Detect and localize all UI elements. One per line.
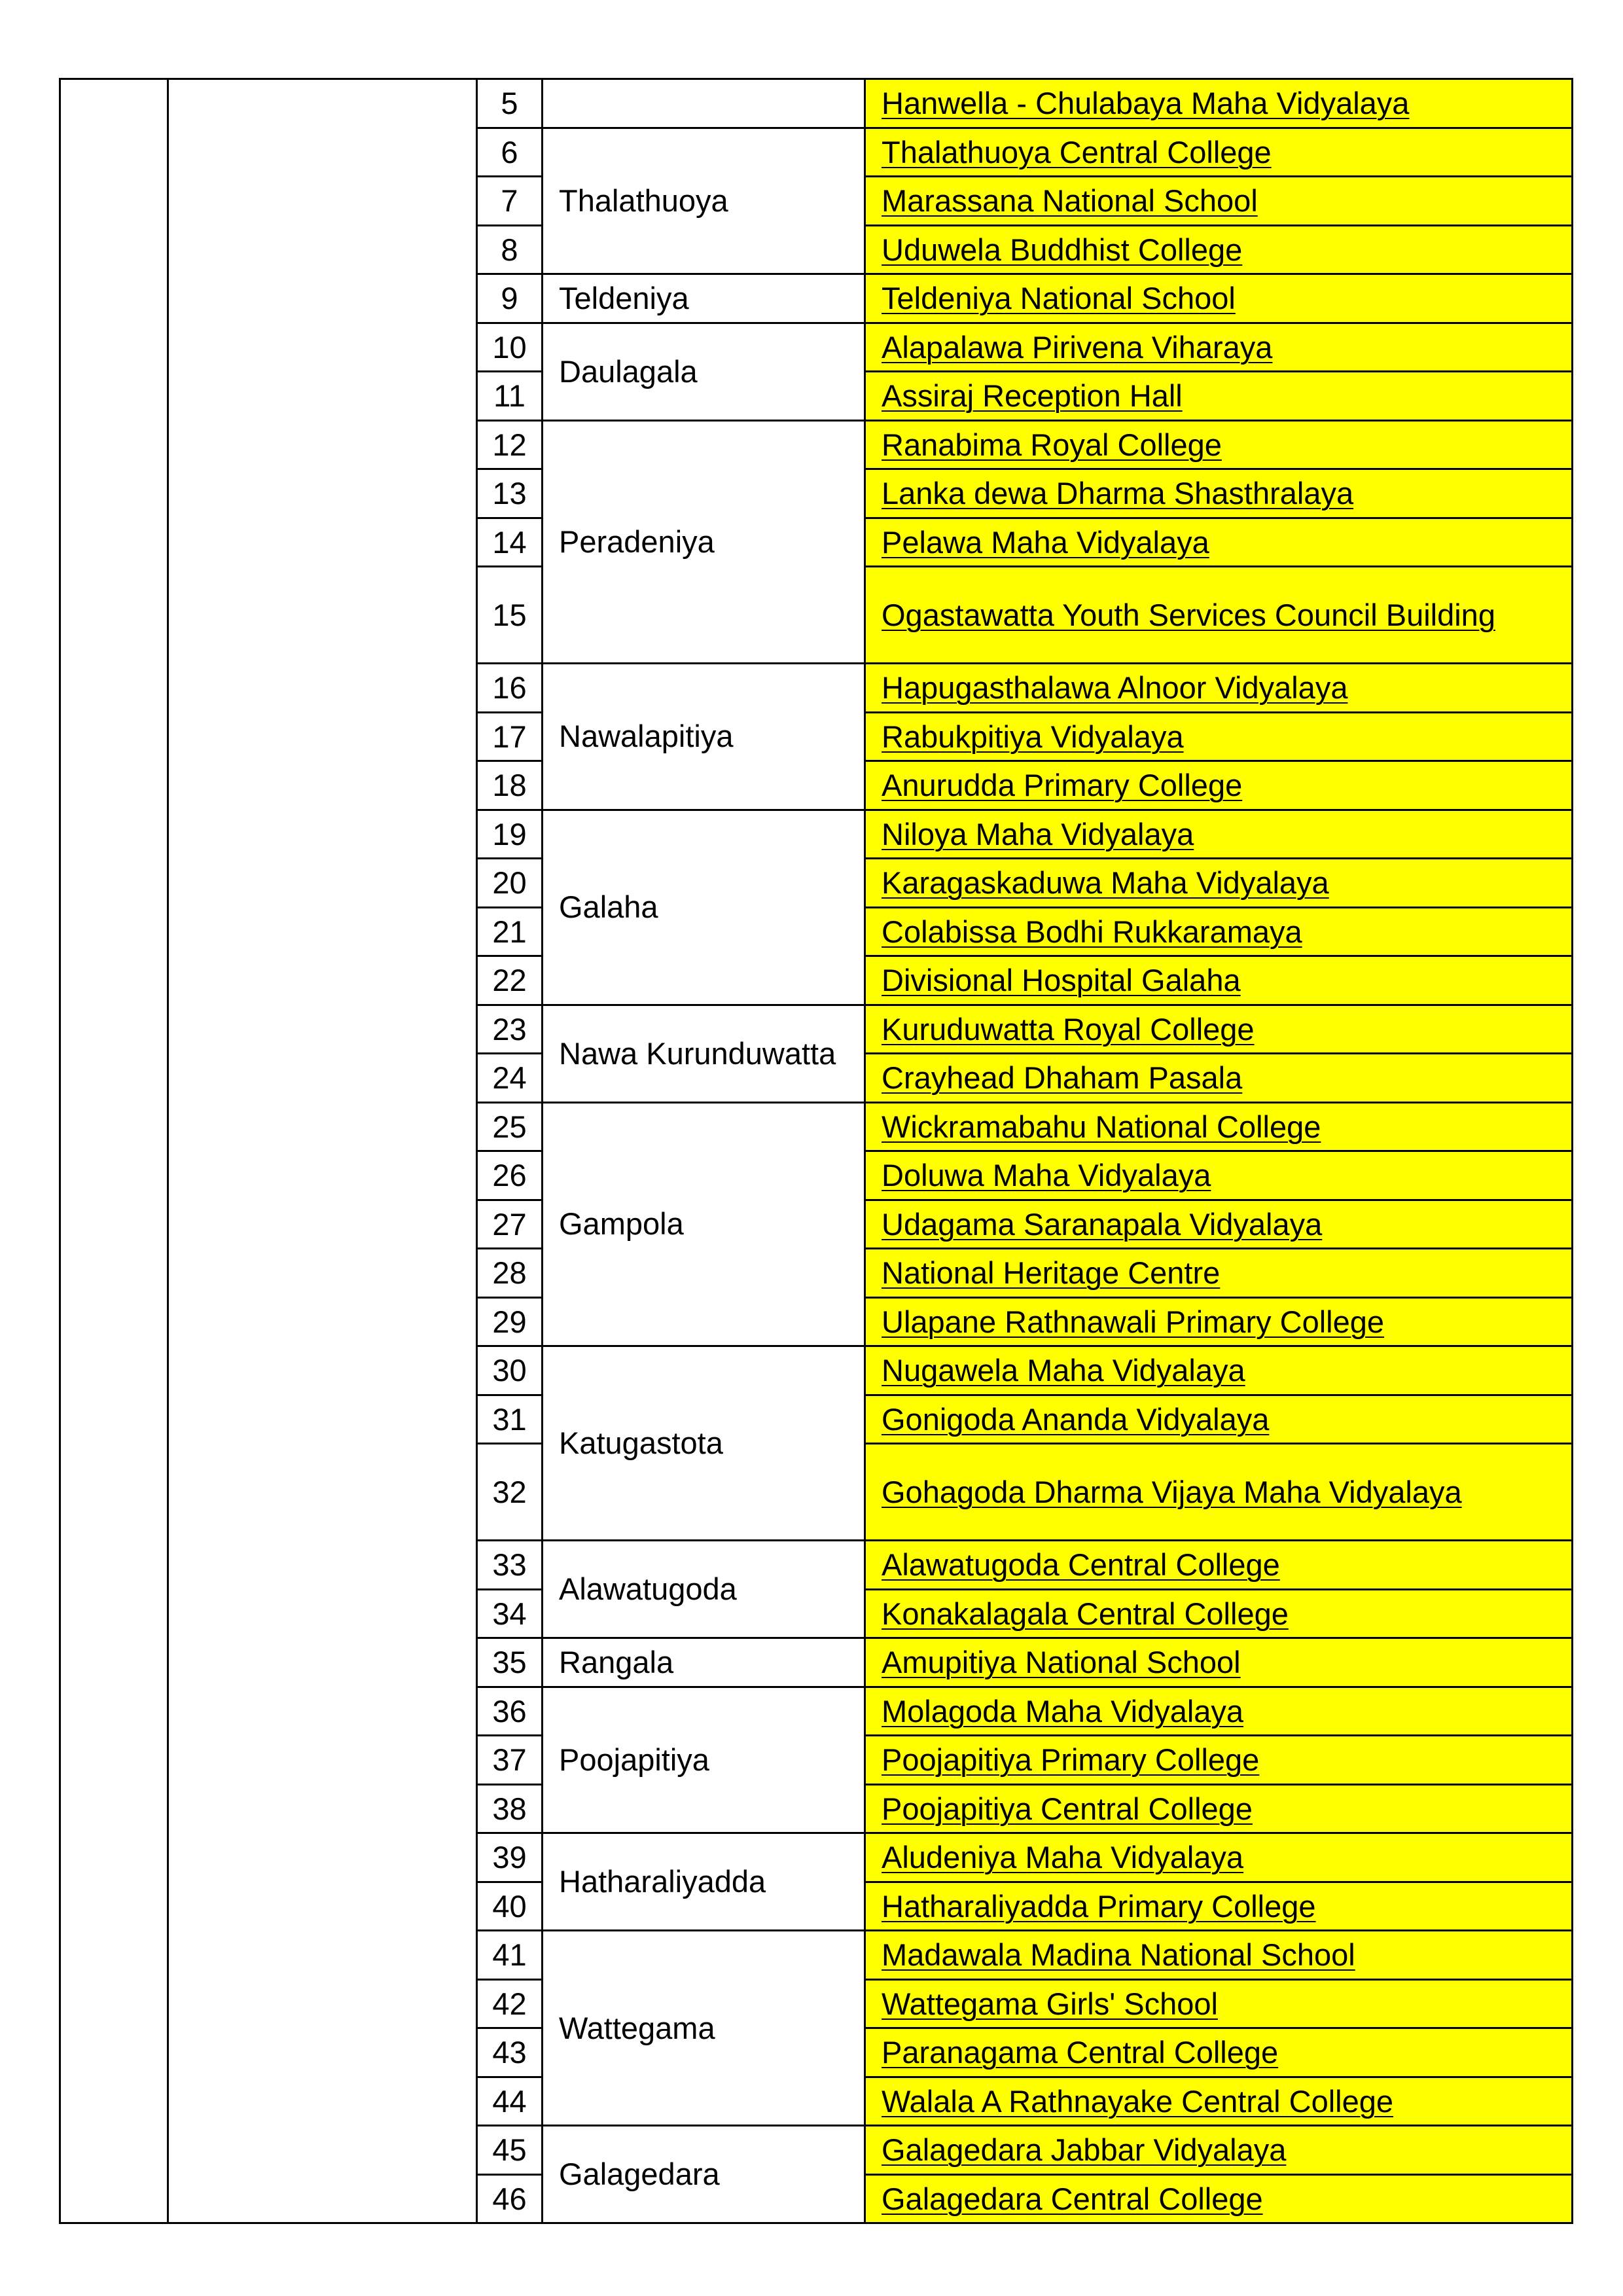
row-number: 30 xyxy=(477,1346,543,1395)
venue-name: Galagedara Jabbar Vidyalaya xyxy=(882,2132,1287,2168)
row-number: 11 xyxy=(477,372,543,421)
venue-cell xyxy=(865,1736,1573,1785)
venue-cell xyxy=(865,128,1573,177)
row-number: 39 xyxy=(477,1833,543,1882)
row-number: 5 xyxy=(477,79,543,128)
venue-cell xyxy=(865,2174,1573,2223)
venue-name: Marassana National School xyxy=(882,183,1258,219)
venue-cell xyxy=(865,1979,1573,2028)
area-name: Gampola xyxy=(543,1102,865,1346)
row-number: 34 xyxy=(477,1589,543,1638)
row-number: 31 xyxy=(477,1395,543,1444)
venue-cell xyxy=(865,567,1573,664)
row-number: 18 xyxy=(477,761,543,810)
venue-name: Molagoda Maha Vidyalaya xyxy=(882,1693,1244,1729)
venue-cell xyxy=(865,1200,1573,1249)
venue-cell xyxy=(865,1249,1573,1298)
venue-name: Divisional Hospital Galaha xyxy=(882,963,1241,998)
venue-name: Pelawa Maha Vidyalaya xyxy=(882,524,1209,560)
venue-name: Nugawela Maha Vidyalaya xyxy=(882,1353,1245,1388)
row-number: 23 xyxy=(477,1005,543,1054)
venue-cell xyxy=(865,1882,1573,1931)
blank-column-a xyxy=(60,79,168,2223)
venue-name: Aludeniya Maha Vidyalaya xyxy=(882,1840,1244,1875)
row-number: 10 xyxy=(477,323,543,372)
venue-cell xyxy=(865,79,1573,128)
row-number: 43 xyxy=(477,2028,543,2077)
row-number: 41 xyxy=(477,1931,543,1980)
venue-name: Gohagoda Dharma Vijaya Maha Vidyalaya xyxy=(882,1475,1462,1509)
area-name: Alawatugoda xyxy=(543,1541,865,1638)
row-number: 46 xyxy=(477,2174,543,2223)
row-number: 27 xyxy=(477,1200,543,1249)
venue-name: Anurudda Primary College xyxy=(882,768,1243,803)
area-name: Rangala xyxy=(543,1638,865,1687)
venue-cell xyxy=(865,1395,1573,1444)
venue-name: Galagedara Central College xyxy=(882,2181,1263,2216)
venue-cell xyxy=(865,712,1573,761)
venue-name: Hanwella - Chulabaya Maha Vidyalaya xyxy=(882,86,1410,121)
venue-cell xyxy=(865,518,1573,567)
row-number: 35 xyxy=(477,1638,543,1687)
venue-cell xyxy=(865,372,1573,421)
venue-cell xyxy=(865,859,1573,908)
venue-cell xyxy=(865,1687,1573,1736)
area-name: Hatharaliyadda xyxy=(543,1833,865,1931)
venue-name: Amupitiya National School xyxy=(882,1645,1241,1680)
venue-name: Crayhead Dhaham Pasala xyxy=(882,1060,1243,1096)
venue-name: Walala A Rathnayake Central College xyxy=(882,2083,1394,2119)
row-number: 33 xyxy=(477,1541,543,1590)
row-number: 7 xyxy=(477,177,543,226)
venue-name: Alawatugoda Central College xyxy=(882,1547,1280,1583)
venue-cell xyxy=(865,1931,1573,1980)
venue-name: National Heritage Centre xyxy=(882,1255,1221,1291)
venue-cell xyxy=(865,907,1573,956)
row-number: 20 xyxy=(477,859,543,908)
area-name: Poojapitiya xyxy=(543,1687,865,1833)
area-name: Thalathuoya xyxy=(543,128,865,274)
venue-cell xyxy=(865,420,1573,469)
area-name: Galagedara xyxy=(543,2126,865,2223)
row-number: 42 xyxy=(477,1979,543,2028)
venue-cell xyxy=(865,664,1573,713)
venue-name: Wattegama Girls' School xyxy=(882,1986,1218,2021)
venue-cell xyxy=(865,323,1573,372)
row-number: 13 xyxy=(477,469,543,518)
table-row xyxy=(60,79,1573,128)
area-name: Teldeniya xyxy=(543,274,865,323)
venue-cell xyxy=(865,274,1573,323)
row-number: 12 xyxy=(477,420,543,469)
venue-cell xyxy=(865,469,1573,518)
row-number: 40 xyxy=(477,1882,543,1931)
venue-cell xyxy=(865,2077,1573,2126)
row-number: 36 xyxy=(477,1687,543,1736)
venue-cell xyxy=(865,1346,1573,1395)
venue-name: Ulapane Rathnawali Primary College xyxy=(882,1304,1385,1339)
venue-cell xyxy=(865,1297,1573,1346)
row-number: 26 xyxy=(477,1151,543,1200)
row-number: 24 xyxy=(477,1054,543,1103)
row-number: 19 xyxy=(477,810,543,859)
area-name xyxy=(543,79,865,128)
venue-name: Rabukpitiya Vidyalaya xyxy=(882,719,1184,754)
venue-name: Colabissa Bodhi Rukkaramaya xyxy=(882,914,1302,949)
venue-name: Thalathuoya Central College xyxy=(882,134,1272,170)
row-number: 6 xyxy=(477,128,543,177)
row-number: 37 xyxy=(477,1736,543,1785)
row-number: 9 xyxy=(477,274,543,323)
venue-name: Poojapitiya Primary College xyxy=(882,1742,1260,1778)
venue-name: Karagaskaduwa Maha Vidyalaya xyxy=(882,865,1329,901)
row-number: 22 xyxy=(477,956,543,1005)
venue-cell xyxy=(865,1054,1573,1103)
venue-name: Kuruduwatta Royal College xyxy=(882,1011,1255,1047)
area-name: Wattegama xyxy=(543,1931,865,2126)
venue-name: Alapalawa Pirivena Viharaya xyxy=(882,329,1273,365)
row-number: 8 xyxy=(477,225,543,274)
venue-name: Ranabima Royal College xyxy=(882,427,1222,462)
venue-table xyxy=(59,78,1573,2224)
area-name: Galaha xyxy=(543,810,865,1005)
row-number: 14 xyxy=(477,518,543,567)
venue-name: Teldeniya National School xyxy=(882,281,1236,316)
row-number: 15 xyxy=(477,567,543,664)
venue-cell xyxy=(865,1444,1573,1541)
venue-cell xyxy=(865,2126,1573,2175)
area-name: Nawalapitiya xyxy=(543,664,865,810)
venue-cell xyxy=(865,1151,1573,1200)
row-number: 25 xyxy=(477,1102,543,1151)
venue-cell xyxy=(865,1102,1573,1151)
row-number: 16 xyxy=(477,664,543,713)
venue-name: Paranagama Central College xyxy=(882,2035,1279,2070)
venue-cell xyxy=(865,2028,1573,2077)
row-number: 29 xyxy=(477,1297,543,1346)
venue-cell xyxy=(865,177,1573,226)
venue-cell xyxy=(865,1638,1573,1687)
venue-name: Konakalagala Central College xyxy=(882,1596,1289,1631)
row-number: 28 xyxy=(477,1249,543,1298)
venue-name: Doluwa Maha Vidyalaya xyxy=(882,1158,1211,1193)
venue-name: Madawala Madina National School xyxy=(882,1937,1355,1973)
blank-column-b xyxy=(168,79,477,2223)
venue-cell xyxy=(865,1784,1573,1833)
row-number: 44 xyxy=(477,2077,543,2126)
area-name: Daulagala xyxy=(543,323,865,420)
venue-name: Gonigoda Ananda Vidyalaya xyxy=(882,1401,1270,1437)
venue-name: Poojapitiya Central College xyxy=(882,1791,1253,1826)
venue-name: Hatharaliyadda Primary College xyxy=(882,1888,1316,1924)
venue-cell xyxy=(865,956,1573,1005)
venue-cell xyxy=(865,761,1573,810)
venue-name: Wickramabahu National College xyxy=(882,1109,1321,1144)
row-number: 32 xyxy=(477,1444,543,1541)
area-name: Peradeniya xyxy=(543,420,865,664)
area-name: Nawa Kurunduwatta xyxy=(543,1005,865,1102)
venue-table-body xyxy=(60,79,1573,2223)
venue-name: Lanka dewa Dharma Shasthralaya xyxy=(882,476,1354,511)
area-name: Katugastota xyxy=(543,1346,865,1541)
venue-name: Ogastawatta Youth Services Council Building xyxy=(882,598,1495,632)
venue-name: Niloya Maha Vidyalaya xyxy=(882,816,1194,852)
venue-name: Assiraj Reception Hall xyxy=(882,378,1183,414)
venue-cell xyxy=(865,810,1573,859)
venue-name: Udagama Saranapala Vidyalaya xyxy=(882,1206,1323,1242)
venue-cell xyxy=(865,1589,1573,1638)
venue-cell xyxy=(865,1833,1573,1882)
venue-cell xyxy=(865,225,1573,274)
row-number: 17 xyxy=(477,712,543,761)
row-number: 38 xyxy=(477,1784,543,1833)
row-number: 45 xyxy=(477,2126,543,2175)
venue-cell xyxy=(865,1541,1573,1590)
venue-name: Uduwela Buddhist College xyxy=(882,232,1243,267)
venue-name: Hapugasthalawa Alnoor Vidyalaya xyxy=(882,670,1348,706)
row-number: 21 xyxy=(477,907,543,956)
venue-cell xyxy=(865,1005,1573,1054)
